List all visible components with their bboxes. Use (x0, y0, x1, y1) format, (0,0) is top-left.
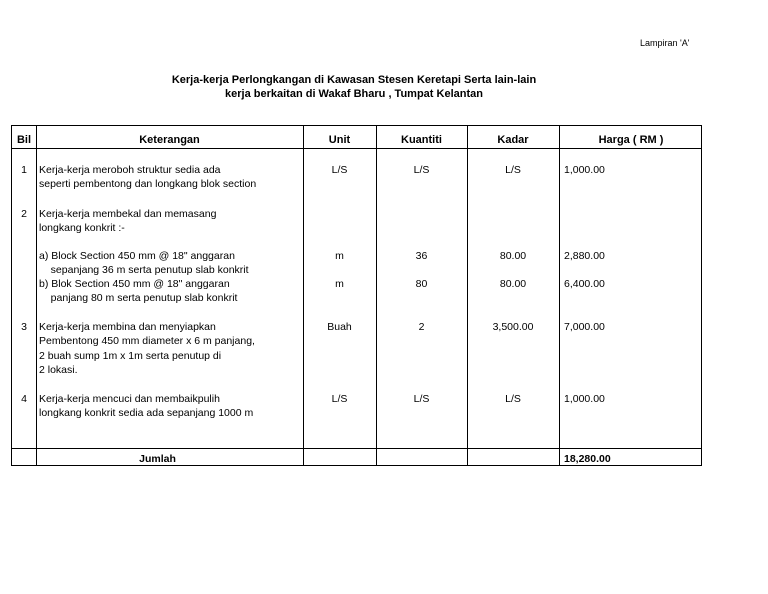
row-1-unit: L/S (331, 164, 348, 176)
row-3-harga: 7,000.00 (564, 321, 605, 333)
row-3-kuantiti: 2 (418, 321, 425, 333)
total-value: 18,280.00 (564, 453, 611, 465)
row-2-bil: 2 (21, 208, 27, 220)
row-2b-kadar: 80.00 (499, 278, 527, 290)
title-line-1: Kerja-kerja Perlongkangan di Kawasan Stesen Keretapi Serta lain-lain (171, 74, 537, 86)
row-2b-keterangan: b) Blok Section 450 mm @ 18" anggaran panjang 80 m serta penutup slab konkrit (39, 278, 238, 305)
total-label: Jumlah (139, 453, 176, 465)
row-2b-unit: m (335, 278, 344, 290)
row-2b-harga: 6,400.00 (564, 278, 605, 290)
header-kadar: Kadar (497, 134, 529, 146)
row-4-unit: L/S (331, 393, 348, 405)
title-line-2: kerja berkaitan di Wakaf Bharu , Tumpat Kelantan (225, 88, 483, 100)
row-1-harga: 1,000.00 (564, 164, 605, 176)
row-4-bil: 4 (21, 393, 27, 405)
row-3-bil: 3 (21, 321, 27, 333)
row-1-keterangan: Kerja-kerja meroboh struktur sedia ada seperti pembentong dan longkang blok section (39, 164, 257, 191)
row-4-harga: 1,000.00 (564, 393, 605, 405)
row-4-kuantiti: L/S (413, 393, 430, 405)
row-3-kadar: 3,500.00 (492, 321, 534, 333)
header-kuantiti: Kuantiti (401, 134, 442, 146)
row-2a-keterangan: a) Block Section 450 mm @ 18" anggaran sepanjang 36 m serta penutup slab konkrit (39, 250, 249, 277)
header-unit: Unit (328, 134, 351, 146)
row-2a-unit: m (335, 250, 344, 262)
header-keterangan: Keterangan (139, 134, 200, 146)
row-1-kuantiti: L/S (413, 164, 430, 176)
row-2b-kuantiti: 80 (415, 278, 428, 290)
row-2a-harga: 2,880.00 (564, 250, 605, 262)
row-1-kadar: L/S (505, 164, 521, 176)
column-divider (559, 126, 560, 465)
document-title (0, 73, 708, 101)
row-2a-kadar: 80.00 (499, 250, 527, 262)
header-harga: Harga ( RM ) (598, 134, 664, 146)
row-4-kadar: L/S (505, 393, 521, 405)
total-divider (12, 448, 701, 449)
row-1-bil: 1 (21, 164, 27, 176)
column-divider (36, 126, 37, 465)
row-4-keterangan: Kerja-kerja mencuci dan membaikpulih longkang konkrit sedia ada sepanjang 1000 m (39, 393, 254, 420)
row-3-unit: Buah (327, 321, 352, 333)
row-2-keterangan: Kerja-kerja membekal dan memasang longkang konkrit :- (39, 208, 217, 235)
attachment-label: Lampiran 'A' (640, 38, 690, 48)
row-2a-kuantiti: 36 (415, 250, 428, 262)
header-bil: Bil (16, 134, 32, 146)
cost-table (11, 125, 702, 466)
row-3-keterangan: Kerja-kerja membina dan menyiapkan Pembentong 450 mm diameter x 6 m panjang, 2 buah sump 1m x 1m serta penutup di 2 lokasi. (39, 321, 255, 376)
